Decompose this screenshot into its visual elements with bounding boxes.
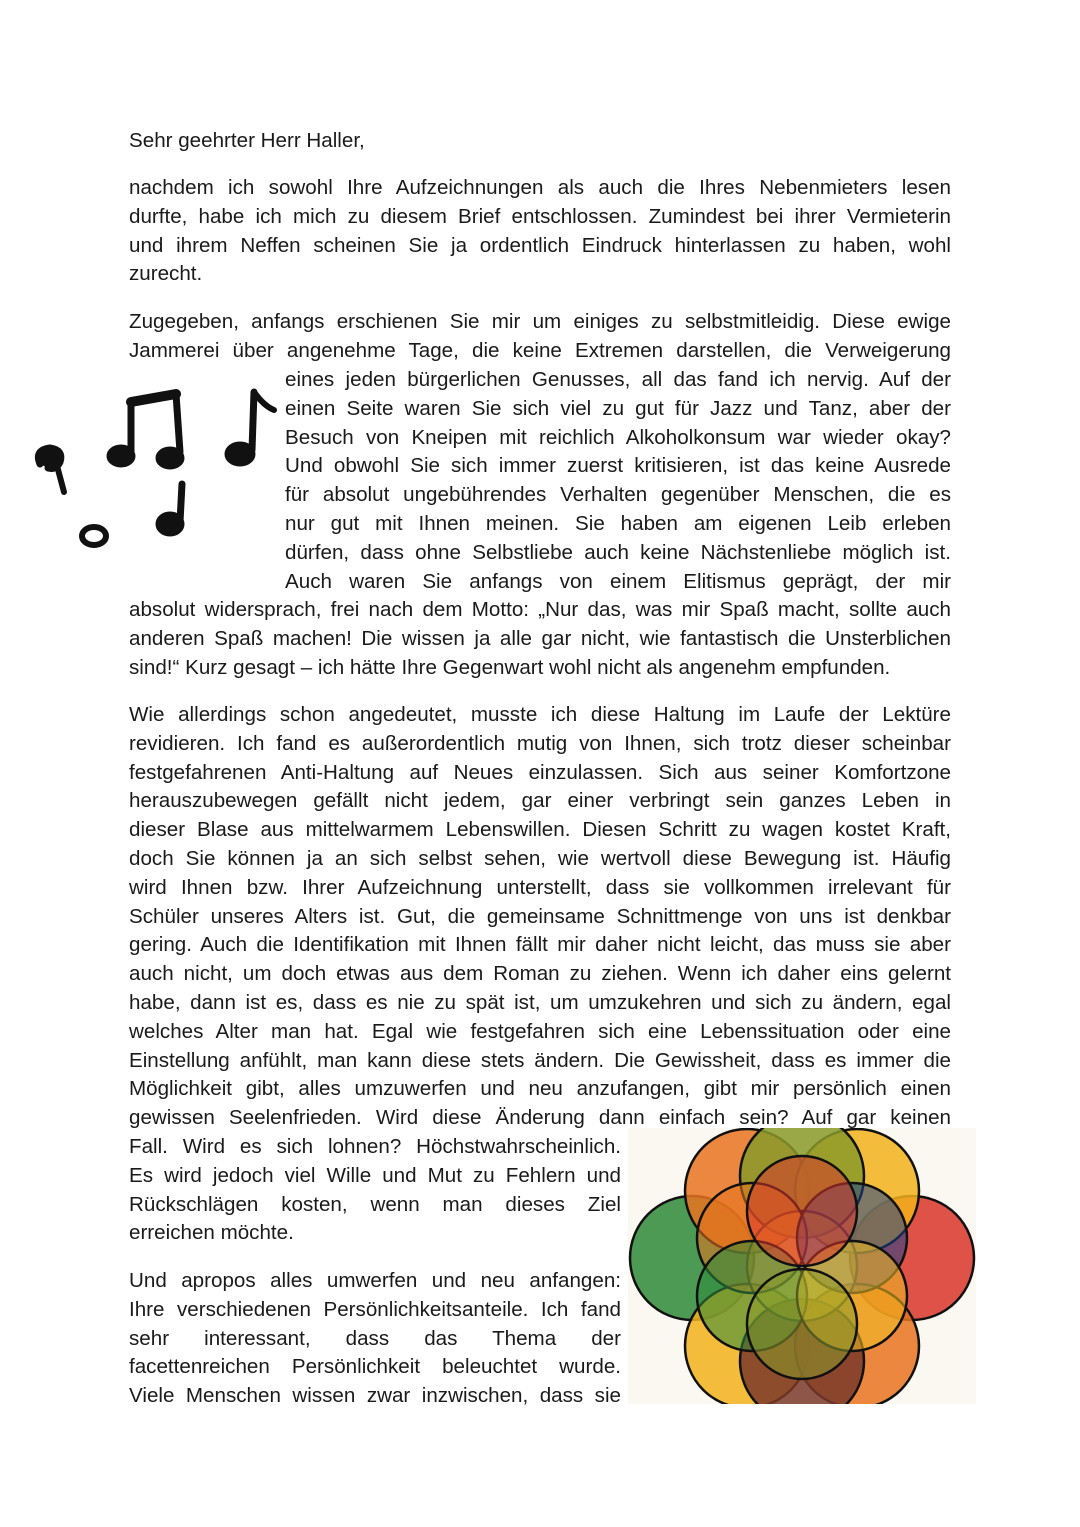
text-line: sind!“ Kurz gesagt – ich hätte Ihre Gegenwart wohl nicht als angenehm empfunden.	[129, 655, 891, 679]
text-line: Auch waren Sie anfangs von einem Elitismus geprägt, der mir	[285, 569, 951, 593]
paragraph-3-wrap	[129, 1133, 621, 1248]
text-line: dürfen, dass ohne Selbstliebe auch keine Nächstenliebe möglich ist.	[285, 540, 951, 564]
text-line: gewissen Seelenfrieden. Wird diese Änderung dann einfach sein? Auf gar keinen	[129, 1106, 951, 1130]
paragraph-1	[129, 174, 951, 289]
text-line: auch nicht, um doch etwas aus dem Roman zu ziehen. Wenn ich daher eins gelernt	[129, 962, 951, 986]
text-line: Besuch von Kneipen mit reichlich Alkoholkonsum war wieder okay?	[285, 425, 951, 449]
text-line: anderen Spaß machen! Die wissen ja alle gar nicht, wie fantastisch die Unsterblichen	[129, 626, 951, 650]
text-line: Wie allerdings schon angedeutet, musste ich diese Haltung im Laufe der Lektüre	[129, 703, 951, 726]
text-line: facettenreichen Persönlichkeit beleuchtet wurde.	[129, 1355, 621, 1379]
text-line: zurecht.	[129, 262, 203, 286]
paragraph-3	[129, 701, 951, 1133]
text-line: Ihre verschiedenen Persönlichkeitsanteile. Ich fand	[129, 1297, 621, 1321]
text-line: Viele Menschen wissen zwar inzwischen, dass sie	[129, 1384, 621, 1408]
music-notes-drawing	[28, 372, 278, 562]
text-line: herauszubewegen gefällt nicht jedem, gar einer verbringt sein ganzes Leben in	[129, 789, 951, 813]
text-line: revidieren. Ich fand es außerordentlich mutig von Ihnen, sich trotz dieser scheinbar	[129, 731, 951, 755]
text-line: Zugegeben, anfangs erschienen Sie mir um einiges zu selbstmitleidig. Diese ewige	[129, 310, 951, 333]
text-line: welches Alter man hat. Egal wie festgefahren sich eine Lebenssituation oder eine	[129, 1019, 951, 1043]
text-line: Schüler unseres Alters ist. Gut, die gemeinsame Schnittmenge von uns ist denkbar	[129, 904, 951, 928]
text-line: eines jeden bürgerlichen Genusses, all das fand ich nervig. Auf der	[285, 368, 951, 391]
text-line: Und apropos alles umwerfen und neu anfangen:	[129, 1269, 621, 1292]
text-line: gering. Auch die Identifikation mit Ihnen fällt mir daher nicht leicht, das muss sie aber	[129, 933, 951, 957]
text-line: für absolut ungebührendes Verhalten gegenüber Menschen, die es	[285, 483, 951, 507]
text-line: durfte, habe ich mich zu diesem Brief entschlossen. Zumindest bei ihrer Vermieterin	[129, 204, 951, 228]
text-line: und ihrem Neffen scheinen Sie ja ordentlich Eindruck hinterlassen zu haben, wohl	[129, 233, 951, 257]
text-line: festgefahrenen Anti-Haltung auf Neues einzulassen. Sich aus seiner Komfortzone	[129, 760, 951, 784]
text-line: habe, dann ist es, dass es nie zu spät ist, um umzukehren und sich zu ändern, egal	[129, 990, 951, 1014]
text-line: sehr interessant, dass das Thema der	[129, 1326, 621, 1350]
text-line: absolut widersprach, frei nach dem Motto: „Nur das, was mir Spaß macht, sollte auch	[129, 598, 951, 621]
text-line: Fall. Wird es sich lohnen? Höchstwahrscheinlich.	[129, 1135, 621, 1158]
text-line: nachdem ich sowohl Ihre Aufzeichnungen als auch die Ihres Nebenmieters lesen	[129, 176, 951, 199]
text-line: nur gut mit Ihnen meinen. Sie haben am eigenen Leib erleben	[285, 511, 951, 535]
text-line: doch Sie können ja an sich selbst sehen, wie wertvoll diese Bewegung ist. Häufig	[129, 846, 951, 870]
salutation: Sehr geehrter Herr Haller,	[129, 129, 365, 152]
text-line: Und obwohl Sie sich immer zuerst kritisieren, ist das keine Ausrede	[285, 454, 951, 478]
text-line: Rückschlägen kosten, wenn man dieses Ziel	[129, 1192, 621, 1216]
paragraph-4	[129, 1267, 621, 1411]
paragraph-2-wrap	[285, 366, 951, 596]
text-line: einen Seite waren Sie sich viel zu gut für Jazz und Tanz, aber der	[285, 396, 951, 420]
paragraph-2-rest	[129, 596, 951, 682]
text-line: Einstellung anfühlt, man kann diese stets ändern. Die Gewissheit, dass es immer die	[129, 1048, 951, 1072]
text-line: Es wird jedoch viel Wille und Mut zu Fehlern und	[129, 1163, 621, 1187]
paragraph-2-intro	[129, 308, 951, 366]
text-line: Jammerei über angenehme Tage, die keine Extremen darstellen, die Verweigerung	[129, 338, 951, 362]
text-line: erreichen möchte.	[129, 1221, 294, 1245]
text-line: Möglichkeit gibt, alles umzuwerfen und neu anzufangen, gibt mir persönlich einen	[129, 1077, 951, 1101]
mandala-drawing	[628, 1128, 976, 1404]
text-line: dieser Blase aus mittelwarmem Lebenswillen. Diesen Schritt zu wagen kostet Kraft,	[129, 818, 951, 842]
text-line: wird Ihnen bzw. Ihrer Aufzeichnung unterstellt, dass sie vollkommen irrelevant für	[129, 875, 951, 899]
